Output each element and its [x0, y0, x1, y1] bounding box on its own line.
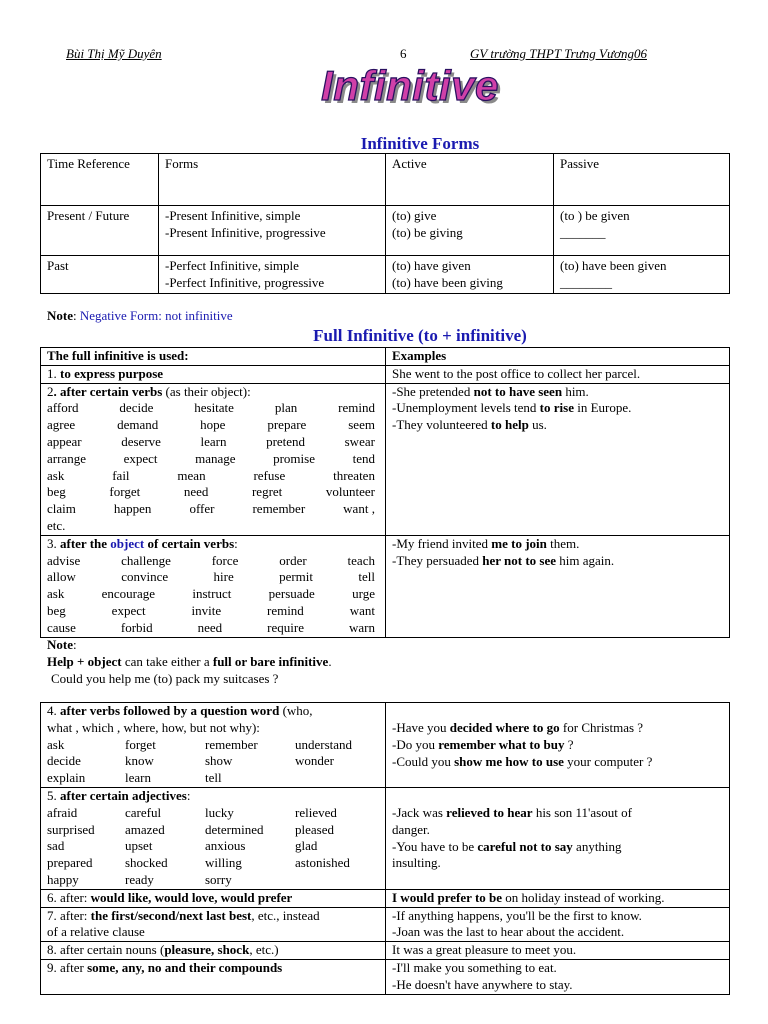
col-forms: Forms — [159, 154, 386, 206]
cell-active: (to) have given (to) have been giving — [386, 256, 554, 294]
word-row — [47, 620, 379, 637]
word: show — [205, 753, 233, 769]
word: manage — [195, 450, 236, 466]
word: wonder — [295, 753, 334, 769]
word: afford — [47, 400, 79, 416]
table-row — [41, 206, 730, 256]
word: tell — [205, 770, 222, 786]
word-row — [47, 586, 379, 603]
word: need — [197, 619, 223, 635]
forms-table — [40, 153, 730, 294]
col-passive: Passive — [554, 154, 730, 206]
word: need — [183, 484, 209, 500]
word: warn — [348, 619, 375, 635]
word: upset — [125, 838, 153, 854]
header-author: Bùi Thị Mỹ Duyên — [66, 46, 162, 61]
word: remind — [266, 602, 304, 618]
cell-passive: (to ) be given _______ — [554, 206, 730, 256]
word-row — [47, 553, 379, 570]
col-active: Active — [386, 154, 554, 206]
word: ask — [47, 586, 65, 602]
word: shocked — [125, 855, 168, 871]
word: understand — [295, 736, 353, 752]
word: plan — [274, 400, 298, 416]
word: careful — [125, 804, 162, 820]
word: prepare — [267, 417, 307, 433]
word: happy — [47, 871, 79, 887]
cell-forms: -Present Infinitive, simple -Present Infinitive, progressive — [159, 206, 386, 256]
word: ask — [47, 467, 65, 483]
table-row: 6. after: would like, would love, would prefer I would prefer to be on holiday instead of working. — [41, 889, 730, 907]
word: willing — [205, 855, 242, 871]
word: anxious — [205, 838, 246, 854]
example: She went to the post office to collect her parcel. — [386, 365, 730, 383]
word: happen — [113, 501, 152, 517]
word-row — [47, 753, 379, 770]
word: sad — [47, 838, 65, 854]
examples: -My friend invited me to join them. -They persuaded her not to see him again. — [386, 535, 730, 637]
header-page-number: 6 — [400, 46, 407, 61]
word: urge — [352, 586, 375, 602]
word-row — [47, 603, 379, 620]
word: astonished — [295, 855, 350, 871]
word: arrange — [47, 450, 86, 466]
table-row: 9. after some, any, no and their compounds -I'll make you something to eat. -He doesn't have anywhere to stay. — [41, 959, 730, 994]
word: relieved — [295, 804, 337, 820]
word: volunteer — [325, 484, 375, 500]
word: want — [349, 602, 375, 618]
full-infinitive-heading: Full Infinitive (to + infinitive) — [313, 326, 527, 345]
word: tell — [358, 569, 375, 585]
word: promise — [273, 450, 315, 466]
word: teach — [347, 552, 375, 568]
cell-time: Present / Future — [41, 206, 159, 256]
word: offer — [189, 501, 215, 517]
cell-passive: (to) have been given ________ — [554, 256, 730, 294]
word: encourage — [101, 586, 156, 602]
infinitive-uses-table — [40, 702, 730, 995]
examples: -Have you decided where to go for Christmas ? -Do you remember what to buy ? -Could you show me how to use your computer ? — [386, 703, 730, 788]
word: hire — [213, 569, 234, 585]
word: order — [279, 552, 307, 568]
word: surprised — [47, 821, 95, 837]
word: force — [211, 552, 239, 568]
full-infinitive-table — [40, 347, 730, 638]
word: learn — [200, 433, 227, 449]
word: persuade — [268, 586, 315, 602]
word: sorry — [205, 871, 232, 887]
word: want , — [343, 501, 375, 517]
word: swear — [344, 433, 375, 449]
word: threaten — [333, 467, 375, 483]
word: agree — [47, 417, 76, 433]
word-row — [47, 468, 379, 485]
word: hope — [200, 417, 226, 433]
word: amazed — [125, 821, 165, 837]
word-row — [47, 434, 379, 451]
word: mean — [177, 467, 206, 483]
word: claim — [47, 501, 76, 517]
table-row: 8. after certain nouns (pleasure, shock, etc.) It was a great pleasure to meet you. — [41, 942, 730, 960]
cell-active: (to) give (to) be giving — [386, 206, 554, 256]
examples: -Jack was relieved to hear his son 11'asout of danger. -You have to be careful not to say anything insulting. — [386, 787, 730, 889]
word: fail — [112, 467, 130, 483]
word-row — [47, 855, 379, 872]
word — [295, 770, 379, 787]
word: invite — [191, 602, 222, 618]
word-row — [47, 838, 379, 855]
word: cause — [47, 619, 76, 635]
word: forget — [125, 736, 156, 752]
word-row — [47, 484, 379, 501]
word: expect — [111, 602, 146, 618]
word: hesitate — [194, 400, 234, 416]
table-row: 5. after certain adjectives: afraid careful lucky relieved surprised amazed determined pleased sad upset anxious glad prepared shocked willing astonished happy ready sorry -Jack was relieved to hear his son 11'asout of danger. -You have to be careful not to say anything insulting. — [41, 787, 730, 889]
word: decide — [119, 400, 154, 416]
word: seem — [348, 417, 375, 433]
word-row — [47, 770, 379, 787]
word: glad — [295, 838, 318, 854]
word: advise — [47, 552, 81, 568]
table-row: 2. after certain verbs (as their object): afford decide hesitate plan remind agree demand hope prepare seem appear deserve learn pretend swear arrange expect manage promise tend ask fail mean refuse threaten beg forget need regret volunteer claim happen offer remember want , etc. -She pretended not to have seen him. -Unemployment levels tend to rise in Europe. -They volunteered to help us. — [41, 383, 730, 535]
word: ask — [47, 736, 65, 752]
word-row — [47, 872, 379, 889]
word: deserve — [121, 433, 161, 449]
adjective-list — [47, 805, 379, 889]
word-row — [47, 417, 379, 434]
word: explain — [47, 770, 86, 786]
table-row: 1. to express purpose She went to the post office to collect her parcel. — [41, 365, 730, 383]
forms-heading: Infinitive Forms — [360, 134, 480, 153]
word: determined — [205, 821, 264, 837]
word: challenge — [121, 552, 171, 568]
word: decide — [47, 753, 81, 769]
word: beg — [47, 484, 66, 500]
verb-list — [47, 737, 379, 787]
word-row — [47, 569, 379, 586]
col-examples: Examples — [392, 348, 447, 363]
word: learn — [125, 770, 151, 786]
word-row — [47, 501, 379, 518]
verb-list — [47, 553, 379, 637]
word-row — [47, 822, 379, 839]
word: expect — [123, 450, 158, 466]
table-row: 4. after verbs followed by a question word (who, what , which , where, how, but not why): ask forget remember understand decide know show wonder explain learn tell -Have you decided where to go for Christmas ? -Do you remember what to buy ? -Could you show me how to use your computer ? — [41, 703, 730, 788]
word: forget — [109, 484, 141, 500]
word — [295, 872, 379, 889]
word: refuse — [253, 467, 286, 483]
page-title: Infinitive — [321, 62, 499, 109]
word: ready — [125, 871, 154, 887]
word: allow — [47, 569, 76, 585]
word: lucky — [205, 804, 234, 820]
word: demand — [117, 417, 159, 433]
word: tend — [352, 450, 375, 466]
word: require — [267, 619, 304, 635]
forms-header-row — [41, 154, 730, 206]
verb-list — [47, 400, 379, 518]
word: prepared — [47, 855, 93, 871]
word: instruct — [192, 586, 232, 602]
table-row: 7. after: the first/second/next last best, etc., instead of a relative clause -If anything happens, you'll be the first to know. -Joan was the last to hear about the accident. — [41, 907, 730, 942]
table-header-row — [41, 348, 730, 366]
word: pretend — [266, 433, 306, 449]
word: permit — [279, 569, 313, 585]
table-row: 3. after the object of certain verbs: advise challenge force order teach allow convince hire permit tell ask encourage instruct persuade urge beg expect invite remind want cause forbid need require warn -My friend invited me to join them. -They persuaded her not to see him again. — [41, 535, 730, 637]
examples: -She pretended not to have seen him. -Unemployment levels tend to rise in Europe. -They volunteered to help us. — [386, 383, 730, 535]
word: remember — [252, 501, 306, 517]
word-row — [47, 451, 379, 468]
word: convince — [121, 569, 169, 585]
col-used: The full infinitive is used: — [47, 348, 189, 363]
col-time: Time Reference — [41, 154, 159, 206]
word: regret — [251, 484, 283, 500]
word: know — [125, 753, 154, 769]
word: appear — [47, 433, 82, 449]
table-row — [41, 256, 730, 294]
word-row — [47, 737, 379, 754]
word-row — [47, 400, 379, 417]
word: afraid — [47, 804, 78, 820]
word: remind — [338, 400, 375, 416]
cell-forms: -Perfect Infinitive, simple -Perfect Infinitive, progressive — [159, 256, 386, 294]
word: remember — [205, 736, 258, 752]
negative-note: Note: Negative Form: not infinitive — [47, 308, 233, 323]
word: forbid — [120, 619, 153, 635]
word-row — [47, 805, 379, 822]
word: beg — [47, 602, 66, 618]
word: pleased — [295, 821, 334, 837]
help-note: Note: Help + object can take either a full or bare infinitive. Could you help me (to) pack my suitcases ? — [47, 637, 332, 686]
cell-time: Past — [41, 256, 159, 294]
header-school: GV trường THPT Trưng Vương06 — [470, 46, 647, 61]
